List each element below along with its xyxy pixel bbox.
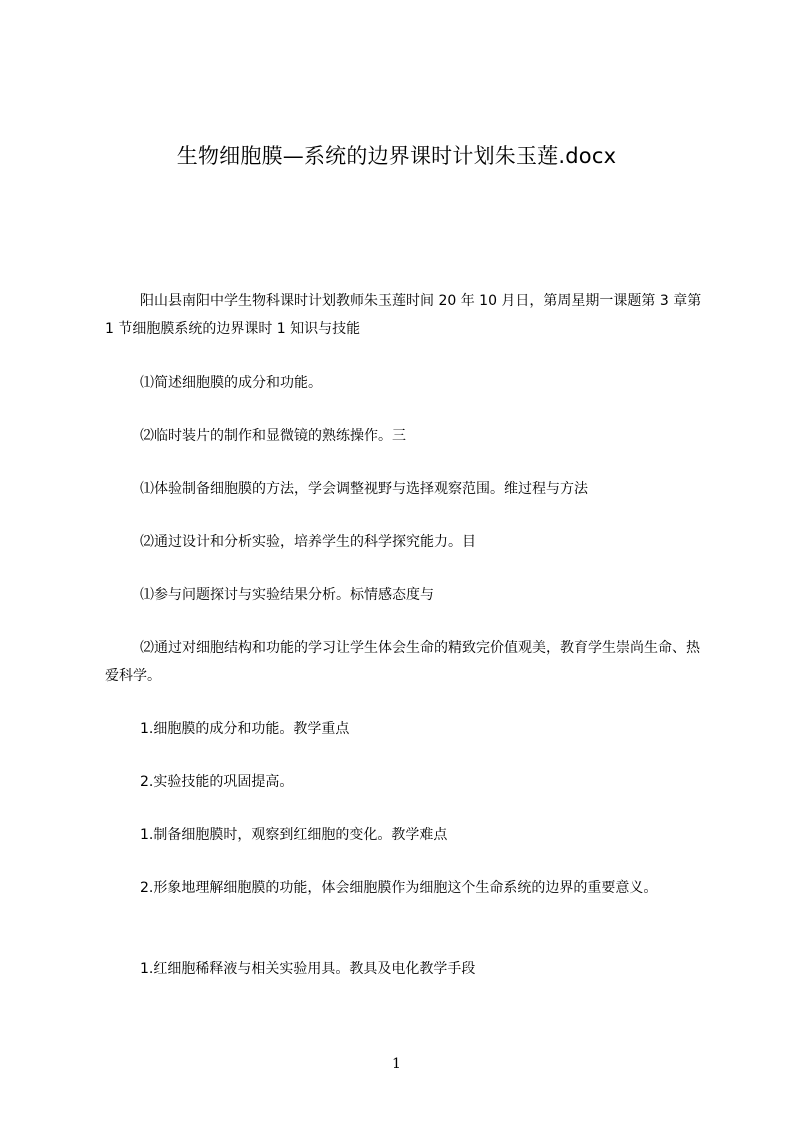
paragraph-item: ⑵通过对细胞结构和功能的学习让学生体会生命的精致完价值观美，教育学生崇尚生命、热爱科学。 [105, 640, 700, 684]
paragraph-item: 1.细胞膜的成分和功能。教学重点 [140, 721, 350, 737]
paragraph-item: ⑵通过设计和分析实验，培养学生的科学探究能力。目 [140, 534, 476, 550]
document-title: 生物细胞膜—系统的边界课时计划朱玉莲.docx [176, 144, 617, 168]
paragraph-item: ⑵临时装片的制作和显微镜的熟练操作。三 [140, 428, 406, 444]
paragraph-item: ⑴体验制备细胞膜的方法，学会调整视野与选择观察范围。维过程与方法 [140, 481, 588, 497]
paragraph-header: 阳山县南阳中学生物科课时计划教师朱玉莲时间 20 年 10 月日，第周星期一课题第 3 章第 1 节细胞膜系统的边界课时 1 知识与技能 [105, 293, 702, 337]
paragraph-item: ⑴参与问题探讨与实验结果分析。标情感态度与 [140, 587, 434, 603]
paragraph-item: 1.制备细胞膜时，观察到红细胞的变化。教学难点 [140, 827, 448, 843]
paragraph-item: 1.红细胞稀释液与相关实验用具。教具及电化教学手段 [140, 961, 476, 977]
paragraph-item: ⑴简述细胞膜的成分和功能。 [140, 375, 322, 391]
page-number: 1 [392, 1056, 401, 1072]
paragraph-item: 2.实验技能的巩固提高。 [140, 774, 294, 790]
paragraph-item: 2.形象地理解细胞膜的功能，体会细胞膜作为细胞这个生命系统的边界的重要意义。 [140, 880, 658, 896]
